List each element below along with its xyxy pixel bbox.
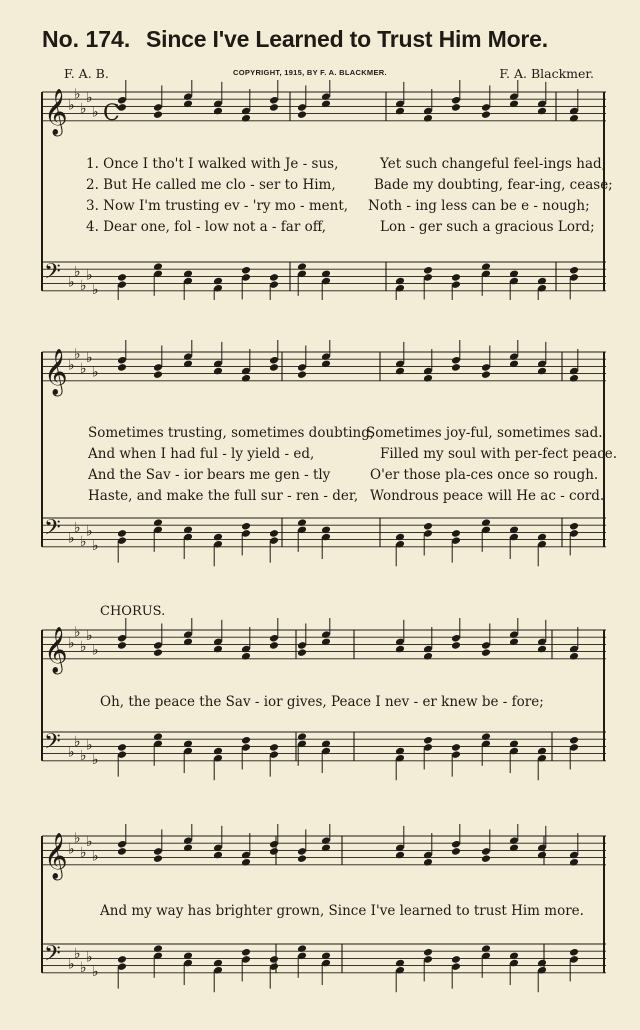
verse-4-line-b: Lon - ger such a gracious Lord;: [380, 219, 595, 235]
note-head: [213, 277, 223, 286]
note-head: [481, 370, 491, 379]
note-head: [395, 747, 405, 756]
flat-icon: ♭: [68, 357, 75, 374]
flat-icon: ♭: [80, 639, 87, 655]
note-head: [117, 529, 127, 538]
note-head: [269, 743, 279, 752]
flat-icon: ♭: [86, 267, 93, 284]
verse-3-line-b: Noth - ing less can be e - nough;: [368, 198, 590, 214]
note-head: [269, 847, 279, 856]
note-head: [451, 641, 461, 650]
hymn-number: No. 174.: [42, 26, 131, 52]
note-head: [297, 732, 307, 741]
verse-3-line-c: And the Sav - ior bears me gen - tly: [88, 467, 331, 483]
note-head: [297, 648, 307, 657]
note-head: [537, 851, 547, 860]
flat-icon: ♭: [74, 945, 81, 962]
flat-icon: ♭: [86, 737, 93, 754]
note-head: [241, 736, 251, 745]
note-head: [481, 648, 491, 657]
note-head: [569, 374, 579, 383]
treble-staff: [42, 625, 606, 675]
note-head: [451, 529, 461, 538]
common-time-icon: C: [103, 101, 120, 126]
note-head: [423, 266, 433, 275]
note-head: [537, 959, 547, 968]
note-head: [183, 637, 193, 646]
note-head: [297, 110, 307, 119]
note-head: [569, 948, 579, 957]
note-head: [321, 525, 331, 534]
flat-icon: ♭: [68, 530, 75, 547]
note-head: [509, 739, 519, 748]
note-head: [451, 103, 461, 112]
note-head: [569, 266, 579, 275]
verse-2-line-a: 2. But He called me clo - ser to Him,: [86, 177, 336, 193]
note-head: [183, 951, 193, 960]
verse-4-line-d: Wondrous peace will He ac - cord.: [370, 488, 605, 504]
note-head: [117, 847, 127, 856]
note-head: [153, 262, 163, 271]
note-head: [117, 955, 127, 964]
flat-icon: ♭: [80, 278, 87, 295]
note-head: [269, 955, 279, 964]
verse-2-line-b: Bade my doubting, fear-ing, cease;: [374, 177, 613, 193]
hymn-title: Since I've Learned to Trust Him More.: [146, 26, 548, 52]
bass-clef-icon: 𝄢: [44, 259, 61, 290]
treble-clef-icon: 𝄞: [44, 348, 68, 395]
treble-clef-icon: 𝄞: [44, 88, 68, 135]
note-head: [213, 533, 223, 542]
flat-icon: ♭: [86, 90, 93, 107]
note-head: [183, 269, 193, 278]
flat-icon: ♭: [80, 748, 87, 765]
note-head: [241, 114, 251, 123]
note-head: [241, 858, 251, 867]
note-head: [569, 522, 579, 531]
treble-staff: [42, 831, 606, 881]
flat-icon: ♭: [92, 963, 99, 980]
note-head: [395, 533, 405, 542]
note-head: [321, 843, 331, 852]
flat-icon: ♭: [92, 848, 99, 865]
flat-icon: ♭: [92, 751, 99, 768]
note-head: [213, 747, 223, 756]
flat-icon: ♭: [92, 364, 99, 381]
verse-2-line-c: And when I had ful - ly yield - ed,: [88, 446, 315, 462]
title-row: [42, 24, 602, 58]
note-head: [451, 955, 461, 964]
flat-icon: ♭: [86, 834, 93, 851]
note-head: [297, 370, 307, 379]
note-head: [269, 103, 279, 112]
note-head: [321, 99, 331, 108]
bass-clef-icon: 𝄢: [44, 941, 61, 972]
note-head: [451, 363, 461, 372]
verse-1-line-a: 1. Once I tho't I walked with Je - sus,: [86, 156, 339, 172]
note-head: [537, 107, 547, 116]
note-head: [321, 637, 331, 646]
note-head: [213, 959, 223, 968]
verse-3-line-d: O'er those pla-ces once so rough.: [370, 467, 599, 483]
flat-icon: ♭: [74, 86, 81, 103]
note-head: [297, 518, 307, 527]
note-head: [213, 107, 223, 116]
note-head: [537, 747, 547, 756]
note-head: [509, 843, 519, 852]
treble-notes: [117, 618, 579, 661]
treble-notes: [117, 824, 579, 867]
flat-icon: ♭: [74, 519, 81, 536]
note-head: [269, 529, 279, 538]
note-head: [481, 854, 491, 863]
note-head: [153, 648, 163, 657]
note-head: [481, 518, 491, 527]
note-head: [569, 736, 579, 745]
flat-icon: ♭: [92, 537, 99, 554]
flat-icon: ♭: [68, 97, 75, 114]
note-head: [537, 533, 547, 542]
note-head: [117, 743, 127, 752]
note-head: [241, 522, 251, 531]
note-head: [153, 732, 163, 741]
note-head: [213, 851, 223, 860]
note-head: [183, 843, 193, 852]
treble-notes: [117, 340, 579, 383]
bass-notes: [117, 262, 579, 300]
treble-staff: [42, 87, 606, 137]
note-head: [423, 522, 433, 531]
flat-icon: ♭: [74, 624, 81, 641]
note-head: [569, 114, 579, 123]
flat-icon: ♭: [92, 104, 99, 121]
note-head: [241, 374, 251, 383]
note-head: [509, 359, 519, 368]
flat-icon: ♭: [86, 628, 93, 645]
flat-icon: ♭: [68, 956, 75, 973]
note-head: [297, 262, 307, 271]
note-head: [153, 518, 163, 527]
flat-icon: ♭: [86, 523, 93, 540]
note-head: [395, 277, 405, 286]
flat-icon: ♭: [74, 733, 81, 750]
note-head: [537, 367, 547, 376]
note-head: [321, 359, 331, 368]
note-head: [481, 110, 491, 119]
treble-clef-icon: 𝄞: [44, 626, 68, 673]
note-head: [153, 944, 163, 953]
flat-icon: ♭: [74, 346, 81, 363]
flat-icon: ♭: [86, 350, 93, 367]
note-head: [183, 99, 193, 108]
chorus-label: CHORUS.: [100, 604, 166, 619]
note-head: [509, 525, 519, 534]
note-head: [395, 645, 405, 654]
note-head: [213, 367, 223, 376]
copyright-notice: COPYRIGHT, 1915, BY F. A. BLACKMER.: [233, 68, 387, 77]
bass-clef-icon: 𝄢: [44, 729, 61, 760]
note-head: [117, 641, 127, 650]
chorus-line-1: Oh, the peace the Sav - ior gives, Peace I nev - er knew be - fore;: [100, 694, 544, 710]
music-system-4: [0, 824, 640, 1014]
flat-icon: ♭: [92, 281, 99, 298]
note-head: [481, 732, 491, 741]
note-head: [509, 637, 519, 646]
note-head: [509, 269, 519, 278]
flat-icon: ♭: [80, 361, 87, 377]
flat-icon: ♭: [68, 635, 75, 652]
note-head: [213, 645, 223, 654]
flat-icon: ♭: [80, 101, 87, 117]
note-head: [569, 652, 579, 661]
note-head: [395, 851, 405, 860]
note-head: [117, 273, 127, 282]
note-head: [321, 269, 331, 278]
verse-1-line-c: Sometimes trusting, sometimes doubting,: [88, 425, 375, 441]
verse-1-line-b: Yet such changeful feel-ings had;: [380, 156, 607, 172]
note-head: [395, 367, 405, 376]
chorus-line-2: And my way has brighter grown, Since I've learned to trust Him more.: [100, 903, 584, 919]
note-head: [481, 262, 491, 271]
note-head: [297, 944, 307, 953]
note-head: [153, 854, 163, 863]
note-head: [153, 370, 163, 379]
note-head: [183, 525, 193, 534]
note-head: [423, 374, 433, 383]
note-head: [321, 739, 331, 748]
verse-4-line-c: Haste, and make the full sur - ren - der,: [88, 488, 359, 504]
flat-icon: ♭: [86, 949, 93, 966]
note-head: [241, 266, 251, 275]
note-head: [451, 743, 461, 752]
note-head: [395, 107, 405, 116]
flat-icon: ♭: [68, 841, 75, 858]
note-head: [241, 652, 251, 661]
note-head: [269, 641, 279, 650]
note-head: [423, 858, 433, 867]
note-head: [537, 277, 547, 286]
note-head: [321, 951, 331, 960]
note-head: [395, 959, 405, 968]
note-head: [569, 858, 579, 867]
flat-icon: ♭: [74, 263, 81, 280]
bass-clef-icon: 𝄢: [44, 515, 61, 546]
note-head: [269, 363, 279, 372]
note-head: [451, 273, 461, 282]
note-head: [537, 645, 547, 654]
verse-2-line-d: Filled my soul with per-fect peace.: [380, 446, 618, 462]
note-head: [241, 948, 251, 957]
note-head: [183, 359, 193, 368]
note-head: [423, 948, 433, 957]
note-head: [481, 944, 491, 953]
flat-icon: ♭: [68, 744, 75, 761]
treble-clef-icon: 𝄞: [44, 832, 68, 879]
note-head: [297, 854, 307, 863]
flat-icon: ♭: [80, 845, 87, 861]
note-head: [153, 110, 163, 119]
flat-icon: ♭: [68, 274, 75, 291]
lyricist-credit: F. A. B.: [64, 66, 109, 81]
composer-credit: F. A. Blackmer.: [499, 66, 594, 81]
note-head: [423, 652, 433, 661]
note-head: [451, 847, 461, 856]
verse-3-line-a: 3. Now I'm trusting ev - 'ry mo - ment,: [86, 198, 349, 214]
note-head: [183, 739, 193, 748]
note-head: [423, 114, 433, 123]
verse-1-line-d: Sometimes joy-ful, sometimes sad.: [366, 425, 603, 441]
flat-icon: ♭: [80, 534, 87, 551]
note-head: [117, 363, 127, 372]
note-head: [509, 99, 519, 108]
verse-4-line-a: 4. Dear one, fol - low not a - far off,: [86, 219, 327, 235]
flat-icon: ♭: [92, 642, 99, 659]
note-head: [423, 736, 433, 745]
flat-icon: ♭: [80, 960, 87, 977]
note-head: [509, 951, 519, 960]
treble-notes: [117, 80, 579, 123]
flat-icon: ♭: [74, 830, 81, 847]
treble-staff: [42, 347, 606, 397]
note-head: [269, 273, 279, 282]
